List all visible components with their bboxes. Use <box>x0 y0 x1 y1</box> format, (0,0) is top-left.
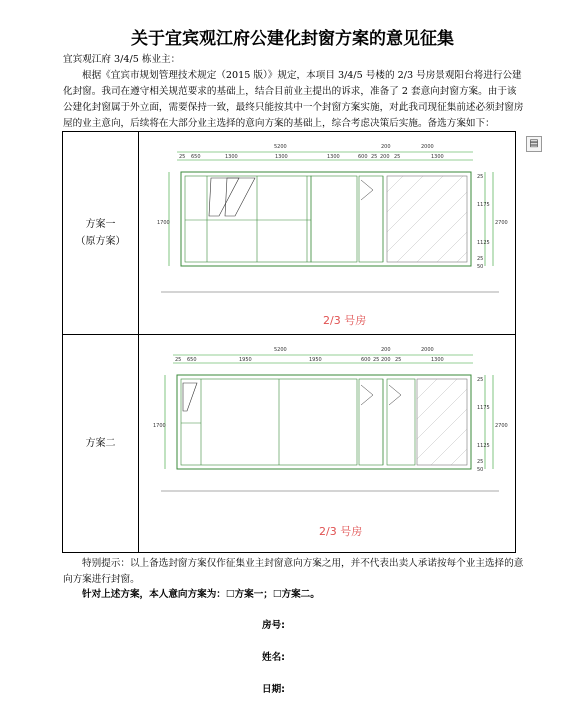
body-paragraph: 根据《宜宾市规划管理技术规定（2015 版）》规定，本项目 3/4/5 号楼的 2/3 号房景观阳台将进行公建化封窗。我司在遵守相关规范要求的基础上，结合目前业主提出的诉求，准备了 2 套意向封窗方案。由于该公建化封窗属于外立面，需要保持一致，最终只能按其中一个封窗方案实施，对此我司现征集前述必须封窗房屋的业主意向，后续将在大部分业主选择的意向方案的基础上，综合考虑决策后实施。备选方案如下： <box>63 70 524 129</box>
svg-text:1950: 1950 <box>239 357 252 363</box>
svg-text:600: 600 <box>361 357 371 363</box>
plan-stamp: 2/3 号房 <box>323 314 367 327</box>
svg-text:1300: 1300 <box>275 154 288 160</box>
plan-label: 方案二 <box>85 438 116 449</box>
svg-text:50: 50 <box>477 467 484 473</box>
svg-text:2700: 2700 <box>495 220 508 226</box>
dim-right: 2000 <box>421 144 434 150</box>
plan-row-2 <box>63 335 515 552</box>
page-title: 关于宜宾观江府公建化封窗方案的意见征集 <box>131 29 454 49</box>
svg-text:1125: 1125 <box>477 443 490 449</box>
svg-text:1175: 1175 <box>477 405 490 411</box>
plan-row-1 <box>63 132 515 335</box>
svg-text:25: 25 <box>477 459 484 465</box>
name-field[interactable]: 姓名: <box>262 652 286 663</box>
svg-text:1950: 1950 <box>309 357 322 363</box>
svg-text:25: 25 <box>477 377 484 383</box>
room-field[interactable]: 房号: <box>262 620 286 631</box>
svg-text:1300: 1300 <box>327 154 340 160</box>
svg-text:25: 25 <box>477 256 484 262</box>
svg-text:200: 200 <box>381 347 391 353</box>
plan-label-cell <box>63 132 139 334</box>
special-note: 特别提示：以上备选封窗方案仅作征集业主封窗意向方案之用，并不代表出卖人承诺按每个业主选择的意向方案进行封窗。 <box>63 558 524 585</box>
svg-text:50: 50 <box>477 264 484 270</box>
svg-text:25: 25 <box>179 154 186 160</box>
svg-text:1700: 1700 <box>157 220 170 226</box>
svg-text:2000: 2000 <box>421 347 434 353</box>
dim-overall: 5200 <box>274 144 287 150</box>
salutation: 宜宾观江府 3/4/5 栋业主： <box>63 54 181 65</box>
dim-mid: 200 <box>381 144 391 150</box>
svg-text:200: 200 <box>381 357 391 363</box>
svg-text:5200: 5200 <box>274 347 287 353</box>
svg-text:1125: 1125 <box>477 240 490 246</box>
svg-text:200: 200 <box>380 154 390 160</box>
svg-text:650: 650 <box>191 154 201 160</box>
elevation-drawing-2 <box>139 335 515 551</box>
plan-drawing-1 <box>139 132 515 334</box>
svg-text:25: 25 <box>373 357 380 363</box>
svg-text:600: 600 <box>358 154 368 160</box>
plan-drawing-2 <box>139 335 515 552</box>
svg-text:1300: 1300 <box>431 154 444 160</box>
elevation-drawing-1 <box>139 132 515 334</box>
svg-text:2700: 2700 <box>495 423 508 429</box>
svg-text:1300: 1300 <box>225 154 238 160</box>
choice-line[interactable]: 针对上述方案，本人意向方案为：☐方案一；☐方案二。 <box>82 589 320 600</box>
document-page-icon[interactable]: ▤ <box>526 136 542 152</box>
plan-label-cell <box>63 335 139 552</box>
plan-label: 方案一 <box>85 219 116 230</box>
plan-stamp: 2/3 号房 <box>319 525 363 538</box>
svg-text:25: 25 <box>371 154 378 160</box>
svg-text:25: 25 <box>394 154 401 160</box>
svg-text:650: 650 <box>187 357 197 363</box>
svg-text:25: 25 <box>395 357 402 363</box>
svg-text:25: 25 <box>175 357 182 363</box>
svg-text:1175: 1175 <box>477 202 490 208</box>
plans-table <box>62 131 516 553</box>
svg-text:1300: 1300 <box>431 357 444 363</box>
plan-sublabel: （原方案） <box>75 236 126 247</box>
svg-text:25: 25 <box>477 174 484 180</box>
svg-text:1700: 1700 <box>153 423 166 429</box>
date-field[interactable]: 日期: <box>262 684 286 695</box>
